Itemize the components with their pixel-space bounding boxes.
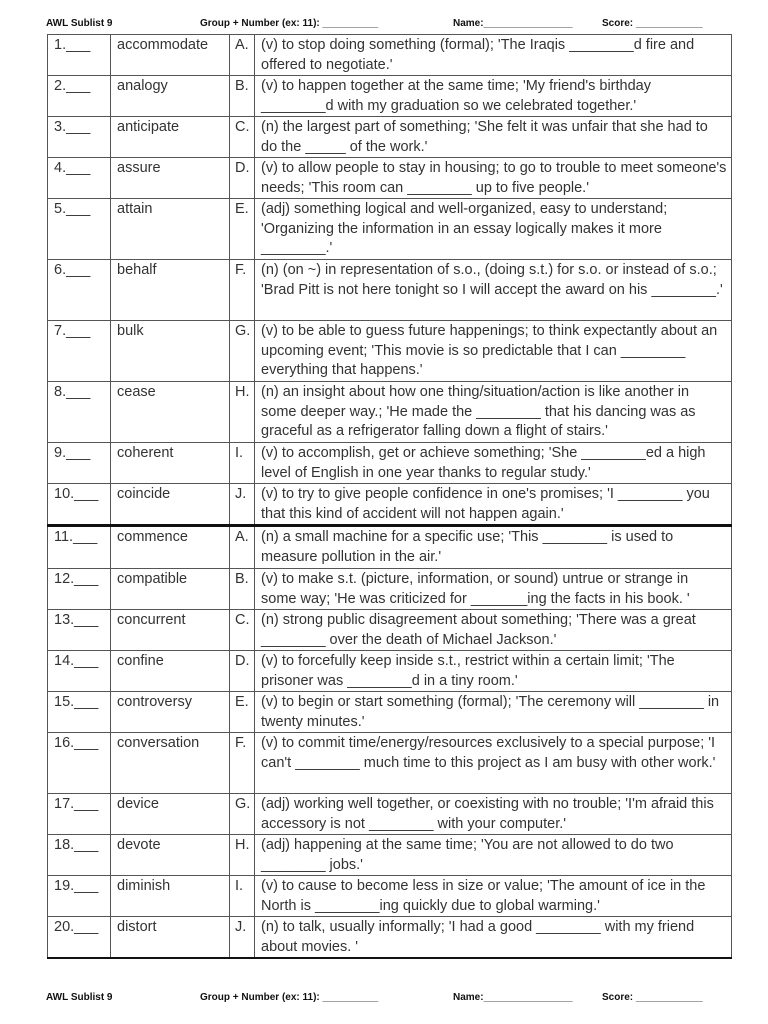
definition-letter: E.: [230, 199, 255, 260]
vocab-word: coherent: [111, 443, 230, 484]
item-number: 3.___: [48, 117, 111, 158]
definition-text: (v) to cause to become less in size or value; 'The amount of ice in the North is ________ing quickly due to global warming.': [255, 876, 732, 917]
definition-letter: F.: [230, 733, 255, 794]
definition-letter: H.: [230, 382, 255, 443]
vocab-word: attain: [111, 199, 230, 260]
item-number: 9.___: [48, 443, 111, 484]
definition-text: (adj) working well together, or coexisting with no trouble; 'I'm afraid this accessory is not ________ with your computer.': [255, 794, 732, 835]
table-row: [48, 484, 732, 526]
definition-letter: J.: [230, 917, 255, 959]
definition-letter: G.: [230, 321, 255, 382]
vocab-word: confine: [111, 651, 230, 692]
definition-text: (v) to happen together at the same time; 'My friend's birthday ________d with my graduation so we celebrated together.': [255, 76, 732, 117]
definition-text: (v) to make s.t. (picture, information, or sound) untrue or strange in some way; 'He was criticized for _______ing the facts in his book. ': [255, 569, 732, 610]
table-row: [48, 794, 732, 835]
vocab-word: assure: [111, 158, 230, 199]
item-number: 2.___: [48, 76, 111, 117]
table-row: [48, 835, 732, 876]
definition-text: (v) to accomplish, get or achieve something; 'She ________ed a high level of English in one year thanks to regular study.': [255, 443, 732, 484]
item-number: 17.___: [48, 794, 111, 835]
definition-text: (n) an insight about how one thing/situation/action is like another in some deeper way.; 'He made the ________ that his dancing was as graceful as a refrigerator falling down a flight of stairs.': [255, 382, 732, 443]
vocab-word: coincide: [111, 484, 230, 526]
vocab-word: compatible: [111, 569, 230, 610]
table-row: [48, 35, 732, 76]
item-number: 19.___: [48, 876, 111, 917]
item-number: 20.___: [48, 917, 111, 959]
table-row: [48, 876, 732, 917]
footer-score-field: Score: ____________: [602, 992, 703, 1003]
footer-name-field: Name:________________: [453, 992, 573, 1003]
definition-text: (v) to try to give people confidence in one's promises; 'I ________ you that this kind of accident will not happen again.': [255, 484, 732, 526]
item-number: 10.___: [48, 484, 111, 526]
table-row: [48, 526, 732, 569]
table-row: [48, 117, 732, 158]
item-number: 18.___: [48, 835, 111, 876]
table-row: [48, 158, 732, 199]
definition-letter: I.: [230, 876, 255, 917]
item-number: 15.___: [48, 692, 111, 733]
definition-letter: D.: [230, 158, 255, 199]
definition-text: (v) to stop doing something (formal); 'The Iraqis ________d fire and offered to negotiate.': [255, 35, 732, 76]
vocab-word: analogy: [111, 76, 230, 117]
item-number: 4.___: [48, 158, 111, 199]
definition-text: (n) (on ~) in representation of s.o., (doing s.t.) for s.o. or instead of s.o.; 'Brad Pitt is not here tonight so I will accept the award on his ________.': [255, 260, 732, 321]
definition-text: (n) a small machine for a specific use; 'This ________ is used to measure pollution in the air.': [255, 526, 732, 569]
item-number: 5.___: [48, 199, 111, 260]
vocab-word: behalf: [111, 260, 230, 321]
table-row: [48, 443, 732, 484]
definition-letter: J.: [230, 484, 255, 526]
vocab-word: controversy: [111, 692, 230, 733]
definition-letter: B.: [230, 76, 255, 117]
page-footer: [46, 992, 736, 1006]
definition-text: (v) to be able to guess future happenings; to think expectantly about an upcoming event; 'This movie is so predictable that I can ________ everything that happens.': [255, 321, 732, 382]
item-number: 16.___: [48, 733, 111, 794]
footer-group-field: Group + Number (ex: 11): __________: [200, 992, 379, 1003]
table-row: [48, 692, 732, 733]
definition-text: (adj) something logical and well-organized, easy to understand; 'Organizing the information in an essay logically makes it more ________.': [255, 199, 732, 260]
definition-letter: A.: [230, 35, 255, 76]
vocab-word: distort: [111, 917, 230, 959]
vocab-word: device: [111, 794, 230, 835]
vocab-word: anticipate: [111, 117, 230, 158]
vocab-word: accommodate: [111, 35, 230, 76]
vocab-word: devote: [111, 835, 230, 876]
table-row: [48, 651, 732, 692]
header-group-field: Group + Number (ex: 11): __________: [200, 18, 379, 29]
item-number: 6.___: [48, 260, 111, 321]
table-row: [48, 610, 732, 651]
vocabulary-matching-table: [47, 34, 732, 959]
item-number: 12.___: [48, 569, 111, 610]
definition-letter: G.: [230, 794, 255, 835]
item-number: 7.___: [48, 321, 111, 382]
header-name-field: Name:________________: [453, 18, 573, 29]
item-number: 14.___: [48, 651, 111, 692]
table-row: [48, 76, 732, 117]
header-title: AWL Sublist 9: [46, 18, 113, 29]
table-row: [48, 321, 732, 382]
table-row: [48, 569, 732, 610]
definition-letter: B.: [230, 569, 255, 610]
vocab-word: diminish: [111, 876, 230, 917]
item-number: 11.___: [48, 526, 111, 569]
definition-text: (v) to allow people to stay in housing; to go to trouble to meet someone's needs; 'This room can ________ up to five people.': [255, 158, 732, 199]
definition-text: (v) to forcefully keep inside s.t., restrict within a certain limit; 'The prisoner was ________d in a tiny room.': [255, 651, 732, 692]
definition-letter: E.: [230, 692, 255, 733]
table-row: [48, 382, 732, 443]
item-number: 13.___: [48, 610, 111, 651]
definition-text: (n) strong public disagreement about something; 'There was a great ________ over the death of Michael Jackson.': [255, 610, 732, 651]
definition-letter: C.: [230, 117, 255, 158]
table-row: [48, 199, 732, 260]
definition-text: (v) to begin or start something (formal); 'The ceremony will ________ in twenty minutes.': [255, 692, 732, 733]
definition-letter: H.: [230, 835, 255, 876]
table-row: [48, 917, 732, 959]
item-number: 8.___: [48, 382, 111, 443]
vocab-word: concurrent: [111, 610, 230, 651]
vocab-word: conversation: [111, 733, 230, 794]
footer-title: AWL Sublist 9: [46, 992, 113, 1003]
definition-letter: D.: [230, 651, 255, 692]
definition-text: (n) the largest part of something; 'She felt it was unfair that she had to do the _____ of the work.': [255, 117, 732, 158]
definition-letter: A.: [230, 526, 255, 569]
definition-text: (v) to commit time/energy/resources exclusively to a special purpose; 'I can't ________ much time to this project as I am busy with other work.': [255, 733, 732, 794]
table-row: [48, 733, 732, 794]
definition-letter: I.: [230, 443, 255, 484]
item-number: 1.___: [48, 35, 111, 76]
table-row: [48, 260, 732, 321]
definition-text: (adj) happening at the same time; 'You are not allowed to do two ________ jobs.': [255, 835, 732, 876]
vocab-word: commence: [111, 526, 230, 569]
definition-text: (n) to talk, usually informally; 'I had a good ________ with my friend about movies. ': [255, 917, 732, 959]
definition-letter: F.: [230, 260, 255, 321]
page-header: [46, 18, 736, 32]
definition-letter: C.: [230, 610, 255, 651]
vocab-word: cease: [111, 382, 230, 443]
vocab-word: bulk: [111, 321, 230, 382]
header-score-field: Score: ____________: [602, 18, 703, 29]
